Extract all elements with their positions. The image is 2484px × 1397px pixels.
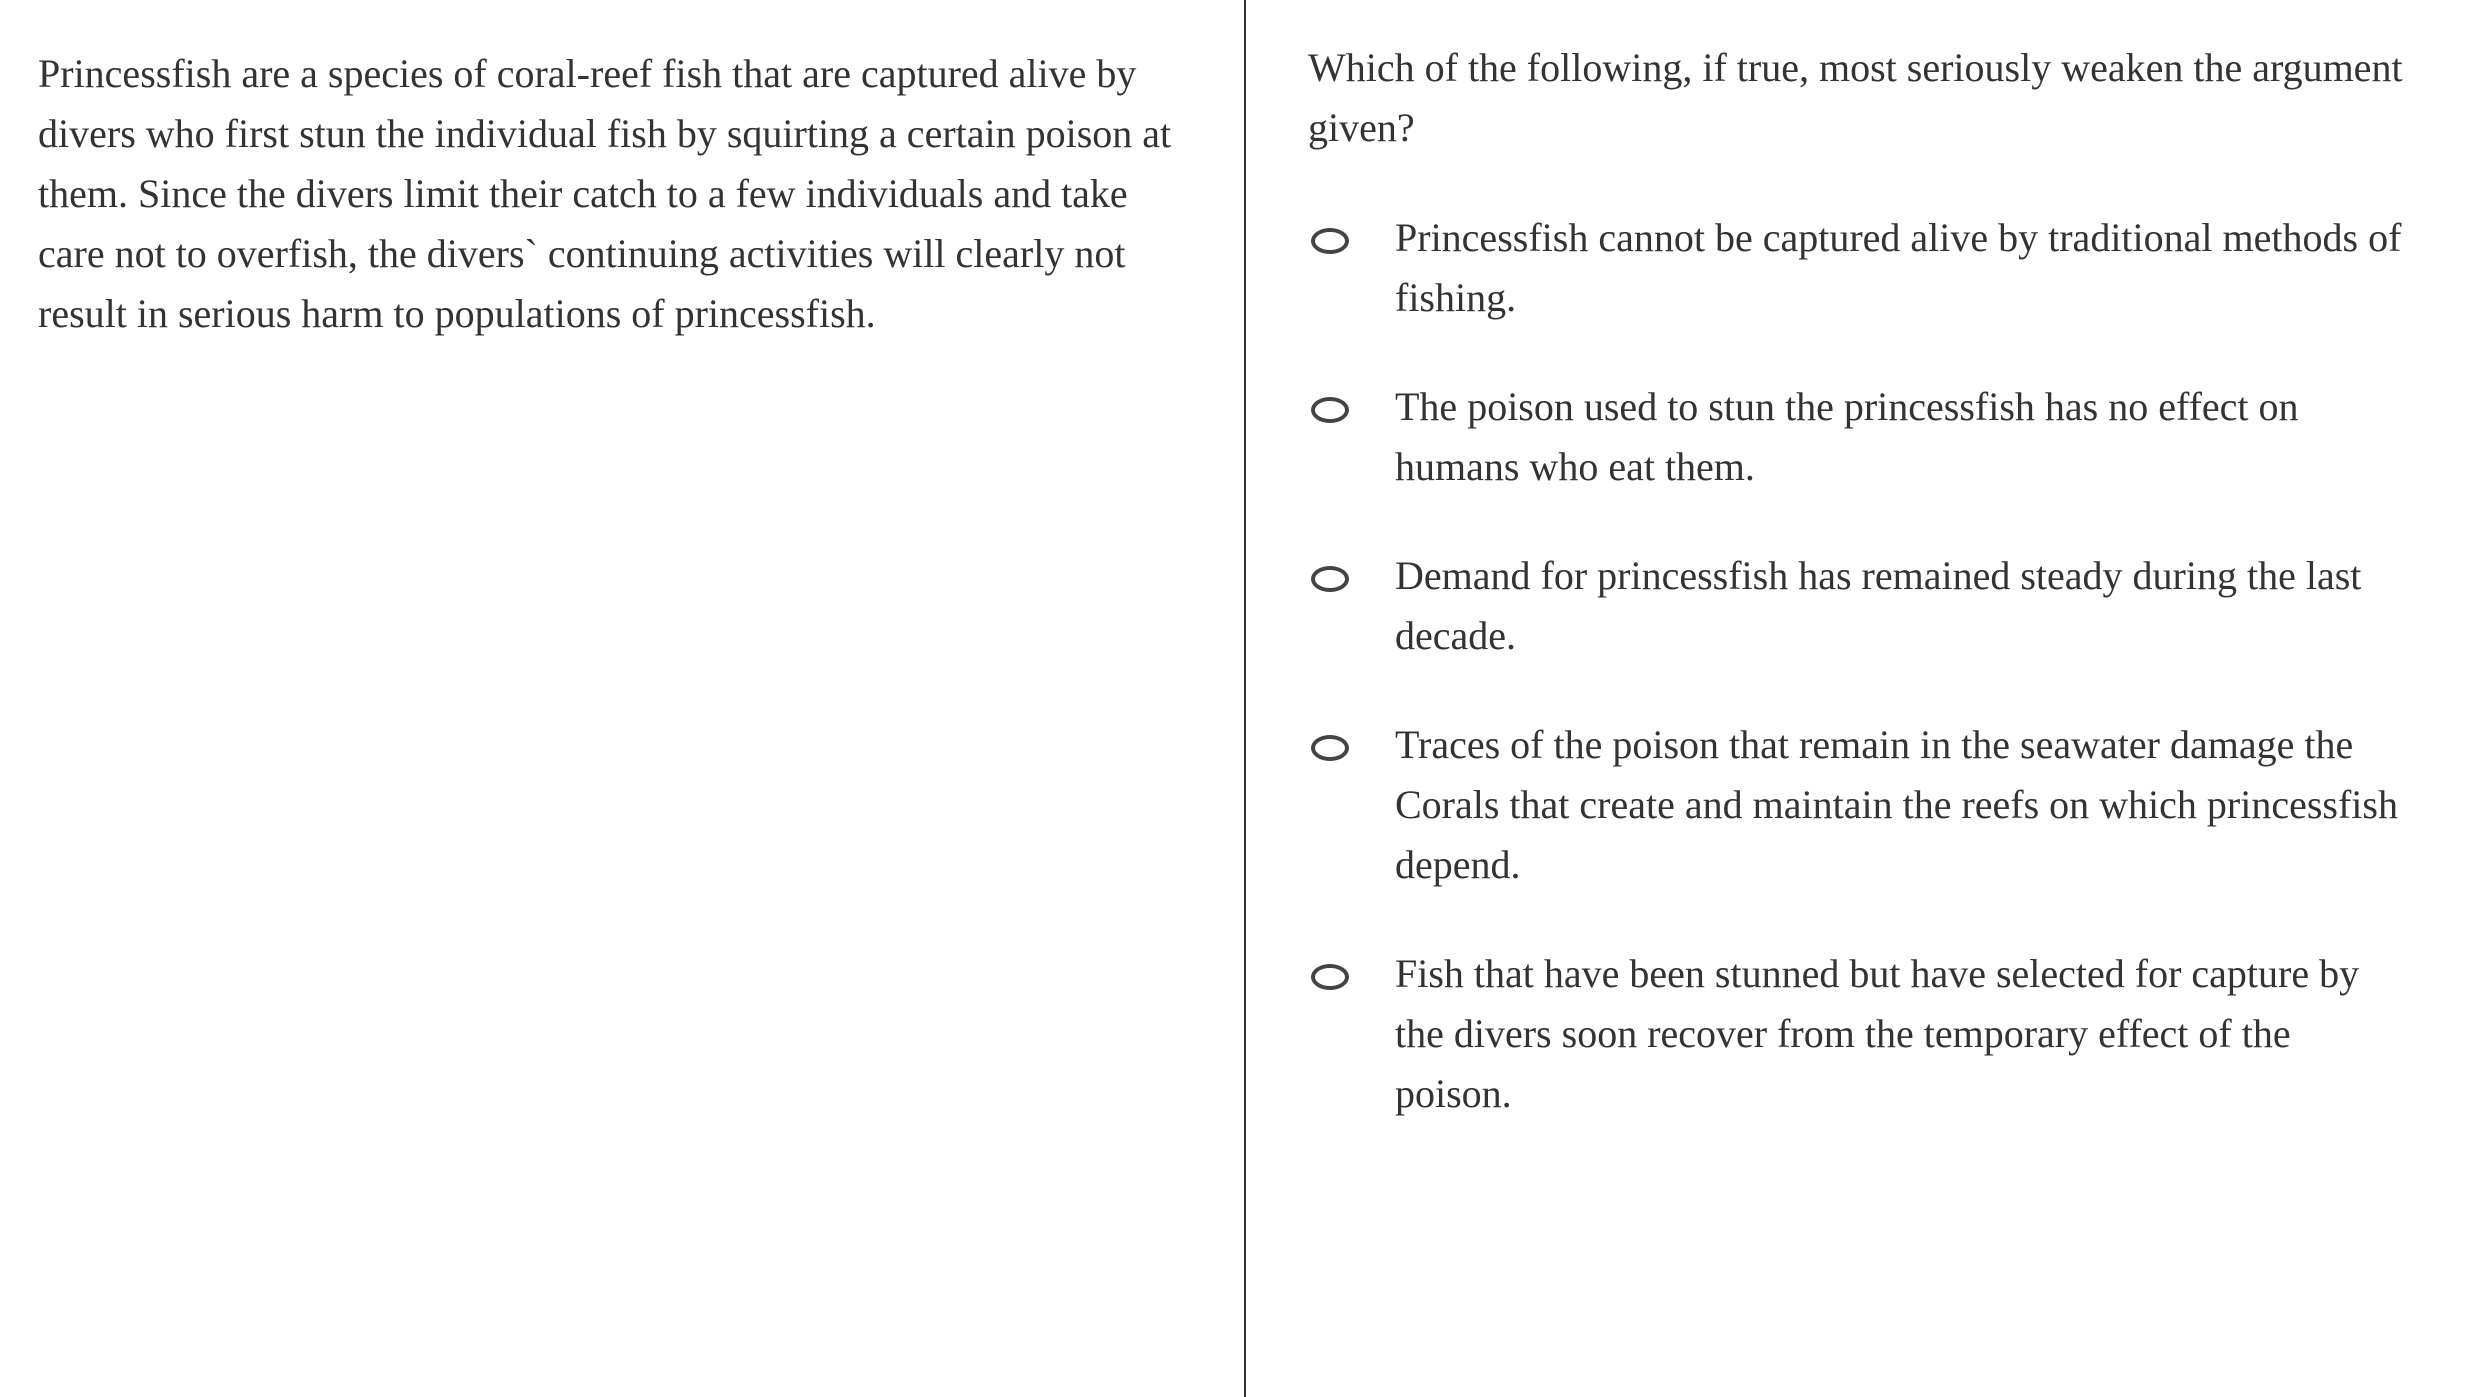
radio-button-icon[interactable]: [1311, 228, 1349, 254]
answer-choices: [1308, 208, 2444, 1124]
answer-choice-label: Fish that have been stunned but have selected for capture by the divers soon recover from the temporary effect of the poison.: [1395, 951, 2360, 1116]
passage-text: Princessfish are a species of coral-reef fish that are captured alive by divers who first stun the individual fish by squirting a certain poison at them. Since the divers limit their catch to a few individuals and take care not to overfish, the divers` continuing activities will clearly not result in serious harm to populations of princessfish.: [38, 51, 1172, 336]
answer-choice-d[interactable]: [1308, 715, 2444, 895]
answer-choice-label: Traces of the poison that remain in the seawater damage the Corals that create and maintain the reefs on which princessfish depend.: [1395, 722, 2398, 887]
answer-choice-label: Demand for princessfish has remained steady during the last decade.: [1395, 553, 2362, 658]
question-stem: Which of the following, if true, most seriously weaken the argument given?: [1308, 45, 2403, 150]
answer-choice-c[interactable]: [1308, 546, 2444, 666]
answer-choice-a[interactable]: [1308, 208, 2444, 328]
radio-button-icon[interactable]: [1311, 566, 1349, 592]
radio-button-icon[interactable]: [1311, 735, 1349, 761]
radio-button-icon[interactable]: [1311, 964, 1349, 990]
answer-choice-e[interactable]: [1308, 944, 2444, 1124]
answer-choice-label: Princessfish cannot be captured alive by traditional methods of fishing.: [1395, 215, 2402, 320]
radio-button-icon[interactable]: [1311, 397, 1349, 423]
question-pane: [1246, 0, 2484, 1397]
answer-choice-b[interactable]: [1308, 377, 2444, 497]
answer-choice-label: The poison used to stun the princessfish has no effect on humans who eat them.: [1395, 384, 2299, 489]
